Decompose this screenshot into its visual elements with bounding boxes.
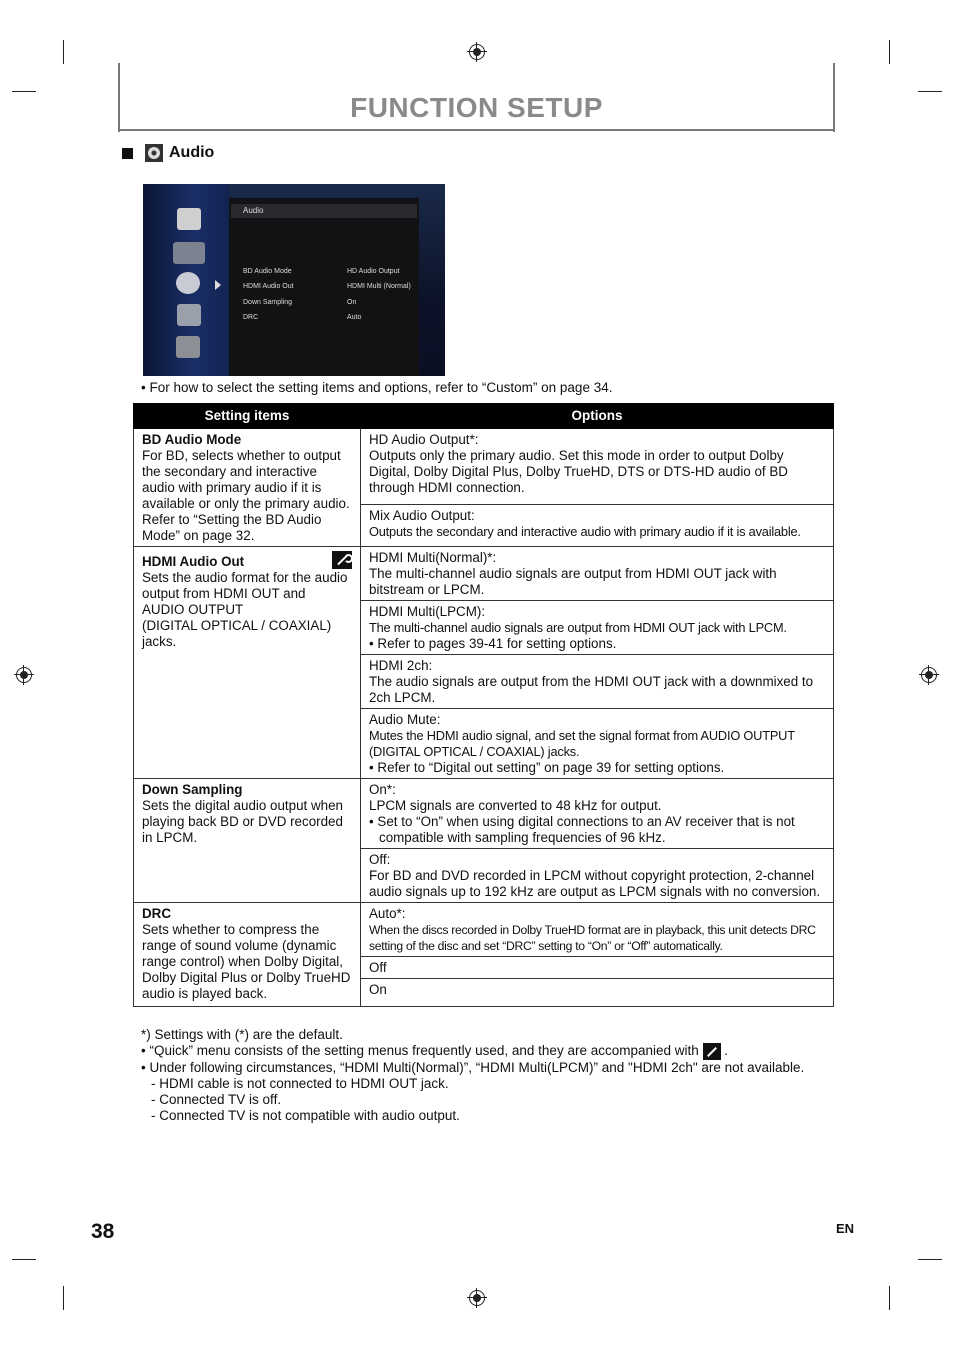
menu-row-value: On: [347, 299, 357, 306]
option-bullet: • Set to “On” when using digital connections to an AV receiver that is not compatible with sampling frequencies of 96 kHz.: [369, 814, 795, 845]
footnotes: [141, 1027, 804, 1124]
option-title: HDMI Multi(LPCM):: [369, 604, 486, 619]
table-row: [134, 779, 834, 849]
option-desc: Mutes the HDMI audio signal, and set the signal format from AUDIO OUTPUT (DIGITAL OPTICAL / COAXIAL) jacks.: [369, 728, 795, 759]
option-desc: LPCM signals are converted to 48 kHz for output.: [369, 798, 662, 813]
menu-row-label: DRC: [243, 314, 259, 321]
menu-row-label: BD Audio Mode: [243, 268, 292, 275]
setting-item-name: Down Sampling: [142, 782, 243, 797]
page-number: 38: [91, 1220, 115, 1243]
menu-row-value: Auto: [347, 314, 362, 321]
option-cell: [361, 429, 834, 505]
crop-mark: [12, 1259, 36, 1260]
menu-panel: [229, 198, 419, 376]
option-cell: [361, 979, 834, 1007]
option-bullet: • Refer to pages 39-41 for setting options.: [369, 636, 617, 651]
setting-item-name: BD Audio Mode: [142, 432, 242, 447]
setting-item-desc: jacks.: [142, 634, 177, 649]
registration-mark: [921, 667, 937, 683]
option-title: Off: [369, 960, 387, 975]
crop-mark: [889, 1286, 890, 1310]
menu-row-value: HDMI Multi (Normal): [347, 283, 411, 290]
option-title: On: [369, 982, 387, 997]
selection-arrow-icon: [215, 280, 221, 290]
setting-item-cell: [134, 429, 361, 547]
setting-item-desc: (DIGITAL OPTICAL / COAXIAL): [142, 618, 332, 633]
option-cell: [361, 957, 834, 979]
option-title: Mix Audio Output:: [369, 508, 475, 524]
crop-mark: [12, 91, 36, 92]
parental-icon: [177, 304, 201, 326]
option-cell: [361, 709, 834, 779]
option-desc: The multi-channel audio signals are output from HDMI OUT jack with bitstream or LPCM.: [369, 566, 777, 597]
menu-sidebar: [143, 184, 229, 376]
crop-mark: [918, 91, 942, 92]
registration-mark: [16, 667, 32, 683]
option-title: HDMI Multi(Normal)*:: [369, 550, 497, 565]
settings-table: [133, 403, 834, 1007]
crop-mark: [63, 40, 64, 64]
option-title: Off:: [369, 852, 391, 867]
intro-note: • For how to select the setting items and options, refer to “Custom” on page 34.: [141, 380, 613, 395]
section-title: Audio: [169, 144, 215, 161]
option-title: HDMI 2ch:: [369, 658, 433, 673]
audio-disc-icon: [145, 144, 163, 162]
option-title: HD Audio Output*:: [369, 432, 479, 447]
quick-menu-icon: [703, 1043, 721, 1060]
option-desc: For BD and DVD recorded in LPCM without copyright protection, 2-channel audio signals up to 192 kHz are output as LPCM signals with no conversion.: [369, 868, 821, 899]
header-frame: [118, 129, 835, 131]
audio-icon: [176, 272, 200, 294]
option-title: On*:: [369, 782, 396, 797]
option-desc: Outputs only the primary audio. Set this mode in order to output Dolby Digital, Dolby Digital Plus, Dolby TrueHD, DTS or DTS-HD audio of BD through HDMI connection.: [369, 448, 788, 495]
footnote-default: *) Settings with (*) are the default.: [141, 1027, 343, 1042]
quick-menu-icon: [332, 551, 352, 569]
option-desc: When the discs recorded in Dolby TrueHD format are in playback, this unit detects DRC setting of the disc and set “DRC” setting to “On” or “Off” automatically.: [369, 923, 816, 953]
footnote-quick-end: .: [724, 1043, 729, 1059]
footnote-condition: - HDMI cable is not connected to HDMI OUT jack.: [151, 1076, 449, 1091]
setting-item-cell: [134, 779, 361, 903]
setting-item-desc: AUDIO OUTPUT: [142, 602, 244, 617]
registration-mark: [469, 44, 485, 60]
menu-screenshot: [143, 184, 445, 376]
column-header-options: Options: [361, 404, 834, 429]
option-title: Audio Mute:: [369, 712, 441, 727]
setting-item-desc: Sets the digital audio output when playing back BD or DVD recorded in LPCM.: [142, 798, 344, 845]
setting-item-desc: Sets the audio format for the audio output from HDMI OUT and: [142, 570, 348, 601]
setting-item-name: DRC: [142, 906, 172, 921]
registration-mark: [469, 1290, 485, 1306]
menu-row-value: HD Audio Output: [347, 268, 400, 275]
option-bullet: • Refer to “Digital out setting” on page 39 for setting options.: [369, 760, 725, 775]
footnote-circumstances: • Under following circumstances, “HDMI Multi(Normal)”, “HDMI Multi(LPCM)” and "HDMI 2ch" are not available.: [141, 1060, 805, 1075]
setting-item-cell: [134, 903, 361, 1007]
column-header-items: Setting items: [134, 404, 361, 429]
option-cell: [361, 655, 834, 709]
display-icon: [173, 242, 205, 264]
section-heading: [122, 144, 214, 162]
table-row: [134, 429, 834, 505]
option-cell: [361, 505, 834, 547]
crop-mark: [918, 1259, 942, 1260]
footnote-condition: - Connected TV is off.: [151, 1092, 282, 1107]
table-header-row: [134, 404, 834, 429]
option-cell: [361, 601, 834, 655]
table-row: [134, 547, 834, 601]
footnote-condition: - Connected TV is not compatible with audio output.: [151, 1108, 460, 1123]
language-tag: EN: [836, 1221, 855, 1236]
menu-row-label: HDMI Audio Out: [243, 283, 294, 290]
crop-mark: [63, 1286, 64, 1310]
setting-item-name: HDMI Audio Out: [142, 554, 245, 569]
others-icon: [176, 336, 200, 358]
setting-item-desc: For BD, selects whether to output the secondary and interactive audio with primary audio if it is available or only the primary audio. Refer to “Setting the BD Audio Mode” on page 32.: [142, 448, 350, 543]
language-icon: [177, 208, 201, 230]
setting-item-cell: [134, 547, 361, 779]
option-cell: [361, 779, 834, 849]
option-cell: [361, 849, 834, 903]
menu-panel-title: Audio: [231, 204, 417, 218]
option-desc: Outputs the secondary and interactive audio with primary audio if it is available.: [369, 524, 801, 540]
option-desc: The multi-channel audio signals are output from HDMI OUT jack with LPCM.: [369, 620, 787, 635]
option-title: Auto*:: [369, 906, 406, 921]
page-title: FUNCTION SETUP: [350, 92, 603, 123]
setting-item-desc: Sets whether to compress the range of sound volume (dynamic range control) when Dolby Digital, Dolby Digital Plus or Dolby TrueHD audio is played back.: [142, 922, 351, 1001]
option-desc: The audio signals are output from the HDMI OUT jack with a downmixed to 2ch LPCM.: [369, 674, 814, 705]
option-cell: [361, 547, 834, 601]
menu-row-label: Down Sampling: [243, 299, 293, 306]
option-cell: [361, 903, 834, 957]
footnote-quick-text: • “Quick” menu consists of the setting menus frequently used, and they are accompanied with: [141, 1043, 699, 1059]
crop-mark: [889, 40, 890, 64]
footnote-quick: [141, 1043, 804, 1060]
table-row: [134, 903, 834, 957]
header-frame: [833, 63, 835, 132]
bullet-square-icon: [122, 148, 133, 159]
